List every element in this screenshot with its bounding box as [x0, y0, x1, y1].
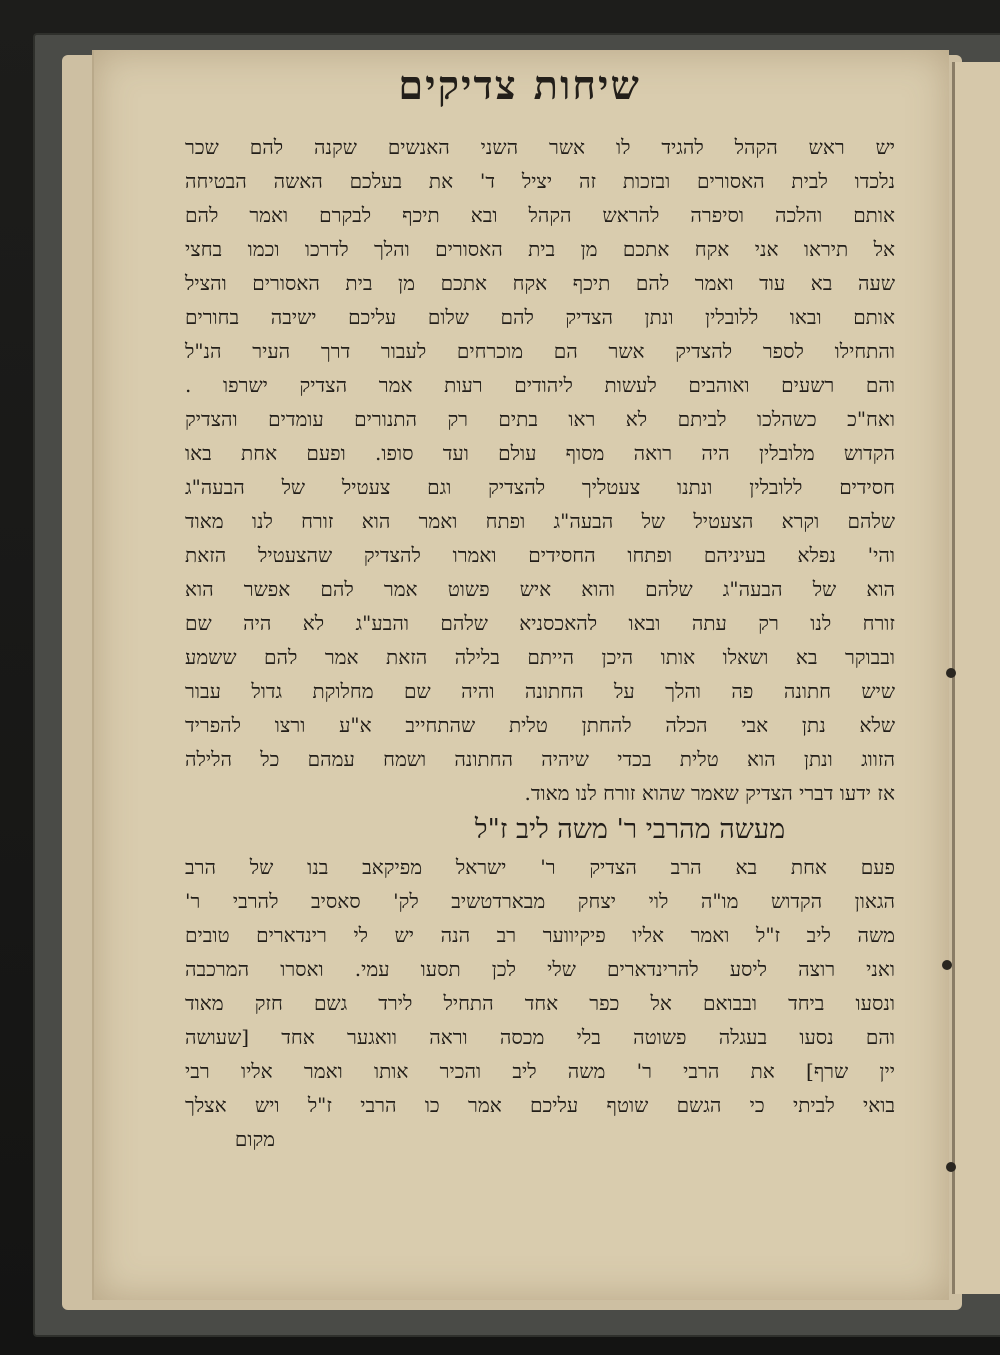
text-line: ואח"כ כשהלכו לביתם לא ראו בתים רק התנורים עומדים והצדיק [185, 407, 895, 431]
text-line: והי' נפלא בעיניהם ופתחו החסידים ואמרו להצדיק שהצעטיל הזאת [185, 543, 895, 567]
binding-dot [942, 960, 952, 970]
text-line: זורח לנו רק עתה ובאו להאכסניא שלהם והבע"ג לא היה שם [185, 611, 895, 635]
text-line: אותם ובאו ללובלין ונתן הצדיק להם שלום עליכם ישיבה בחורים [185, 305, 895, 329]
text-line: מקום [234, 1127, 275, 1151]
text-line: חסידים ללובלין ונתנו צעטליך להצדיק וגם צעטיל של הבעה"ג [185, 475, 895, 499]
text-line: משה ליב ז"ל ואמר אליו פיקיווער רב הנה יש לי רינדארים טובים [185, 923, 895, 947]
paragraph-1 [185, 130, 895, 810]
text-line: הגאון הקדוש מו"ה לוי יצחק מבארדטשיב לק' סאסיב להרבי ר' [185, 889, 895, 913]
text-line: והתחילו לספר להצדיק אשר הם מוכרחים לעבור דרך העיר הנ"ל [185, 339, 895, 363]
text-line: יש ראש הקהל להגיד לו אשר השני האנשים שקנה להם שכר [185, 135, 895, 159]
text-line: בואי לביתי כי הגשם שוטף עליכם אמר כו הרבי ז"ל ויש אצלך [185, 1093, 895, 1117]
binding-dot [946, 1162, 956, 1172]
text-line: הזווג ונתן הוא טלית בכדי שיהיה החתונה ושמח עמהם כל הלילה [185, 747, 895, 771]
text-line: שיש חתונה פה והלך על החתונה והיה שם מחלוקת גדול עבור [185, 679, 895, 703]
text-line: ונסעו ביחד ובבואם אל כפר אחד התחיל לירד גשם חזק מאוד [185, 991, 895, 1015]
text-line: ובבוקר בא ושאלו אותו היכן הייתם בלילה הזאת אמר להם ששמע [185, 645, 895, 669]
text-line: והם רשעים ואוהבים לעשות ליהודים רעות אמר הצדיק ישרפו . [185, 373, 895, 397]
text-line: הקדוש מלובלין היה רואה מסוף עולם ועד סופו. ופעם אחת באו [185, 441, 895, 465]
text-line: אל תיראו אני אקח אתכם מן בית האסורים והלך לדרכו וכמו בחצי [185, 237, 895, 261]
text-line: והם נסעו בעגלה פשוטה בלי מכסה וראה וואגער אחד [שעושה [185, 1025, 895, 1049]
text-line: הוא של הבעה"ג שלהם והוא איש פשוט אמר להם אפשר הוא [185, 577, 895, 601]
binding-dot [946, 668, 956, 678]
facing-page-edge [952, 62, 1000, 1294]
text-line: שלא נתן אבי הכלה להחתן טלית שהתחייב א"ע ורצו להפריד [185, 713, 895, 737]
text-line: אז ידעו דברי הצדיק שאמר שהוא זורח לנו מאוד. [524, 781, 895, 805]
text-line: שעה בא עוד ואמר להם תיכף אקח אתכם מן בית האסורים והציל [185, 271, 895, 295]
page-body [185, 130, 895, 1156]
text-line: ואני רוצה ליסע להרינדארים שלי לכן תסעו עמי. ואסרו המרכבה [185, 957, 895, 981]
text-line: פעם אחת בא הרב הצדיק ר' ישראל מפיקאב בנו של הרב [185, 855, 895, 879]
text-line: שלהם וקרא הצעטיל של הבעה"ג ופתח ואמר הוא זורח לנו מאוד [185, 509, 895, 533]
page-title: שיחות צדיקים [398, 62, 641, 109]
section-heading: מעשה מהרבי ר' משה ליב ז"ל [474, 814, 786, 845]
text-line: אותם והלכה וסיפרה להראש הקהל ובא תיכף לבקרם ואמר להם [185, 203, 896, 227]
paragraph-2 [185, 850, 895, 1156]
text-line: נלכדו לבית האסורים ובזכות זה יציל ד' את בעלכם האשה הבטיחה [185, 169, 895, 193]
text-line: יין שרף] את הרבי ר' משה ליב והכיר אותו ואמר אליו רבי [185, 1059, 895, 1083]
